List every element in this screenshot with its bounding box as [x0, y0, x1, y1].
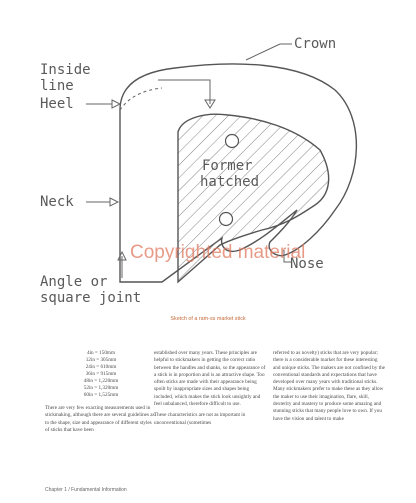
label-hatched: hatched: [200, 174, 260, 190]
measurement-item: 24in = 610mm: [85, 364, 117, 370]
label-inside: Inside: [40, 62, 91, 78]
text-column-1: [45, 350, 157, 438]
label-neck: Neck: [40, 194, 74, 210]
body-paragraph: established over many years. These principles are helpful to stickmakers in getting the correct ratio between the handles and shanks, so the appearance of a stick is in proportion and is an attractive shape. Too often sticks are made with their appearance being spoilt by inappropriate sizes and shapes being included, which makes the stick look unsightly and feel unbalanced, therefore difficult to use.: [154, 350, 266, 408]
measurement-item: 52in = 1,320mm: [83, 385, 119, 391]
pin-hole-lower: [220, 213, 233, 226]
text-column-3: [273, 350, 385, 427]
measurements-list: [45, 350, 157, 399]
figure-caption: Sketch of a ram-ss market stick: [170, 316, 246, 322]
measurement-item: 48in = 1,220mm: [83, 378, 119, 384]
heel-dashed-line: [120, 88, 162, 110]
text-column-2: [154, 350, 266, 431]
label-former: Former: [202, 158, 253, 174]
body-paragraph: These characteristics are not as important in unconventional (sometimes: [154, 412, 246, 426]
label-square-joint: square joint: [40, 290, 142, 306]
measurement-item: 12in = 305mm: [85, 357, 117, 363]
label-line: line: [40, 78, 74, 94]
copyright-watermark: Copyrighted material: [130, 242, 306, 263]
label-angle: Angle or: [40, 274, 108, 290]
label-heel: Heel: [40, 96, 74, 112]
measurement-item: 36in = 915mm: [85, 371, 117, 377]
measurement-item: 60in = 1,525mm: [83, 392, 119, 398]
label-crown: Crown: [294, 36, 337, 52]
body-paragraph: There are very few exacting measurements used in stickmaking, although there are several guidelines as to the shape, size and appearance of different styles of sticks that have been: [45, 405, 155, 433]
pin-hole-upper: [226, 135, 239, 148]
page-footer: Chapter 1 / Fundamental Information: [45, 487, 127, 493]
body-paragraph: referred to as novelty) sticks that are very popular; there is a considerable market for these interesting and unique sticks. The makers are not confined by the conventional standards and expectations that have developed over many years with traditional sticks. Many stickmakers prefer to make these as they allow the maker to use their imagination, flare, skill, dexterity and mastery to produce some amazing and stunning sticks that many people love to own. If you have the vision and talent to make: [273, 350, 385, 422]
label-nose: Nose: [290, 256, 324, 272]
measurement-item: 4in = 150mm: [87, 350, 115, 356]
